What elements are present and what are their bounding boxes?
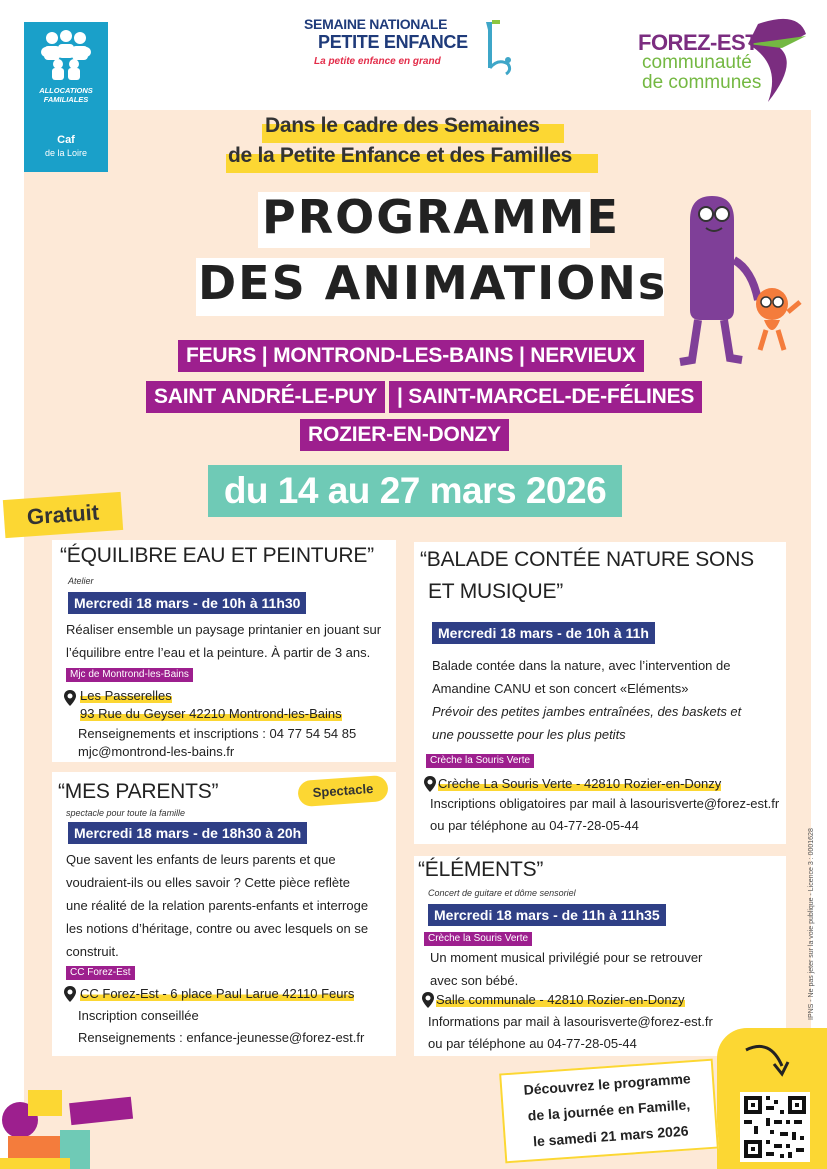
event-title: “MES PARENTS” bbox=[58, 780, 219, 803]
event-info: Renseignements et inscriptions : 04 77 54 54 85 bbox=[78, 726, 357, 741]
event-info: Inscription conseillée bbox=[78, 1008, 199, 1023]
venue: CC Forez-Est - 6 place Paul Larue 42110 Feurs bbox=[80, 986, 355, 1001]
event-card-equilibre bbox=[52, 540, 396, 762]
caf-name: Caf bbox=[57, 134, 75, 146]
title-programme: PROGRAMME bbox=[262, 190, 620, 244]
event-desc-line: Amandine CANU et son concert «Eléments» bbox=[432, 681, 689, 696]
forez-est-logo bbox=[638, 14, 808, 104]
giraffe-icon bbox=[478, 18, 518, 76]
event-desc-line: Que savent les enfants de leurs parents et que bbox=[66, 852, 336, 867]
location-pin-icon bbox=[422, 992, 434, 1008]
callout-line-3: le samedi 21 mars 2026 bbox=[532, 1122, 689, 1150]
event-type: spectacle pour toute la famille bbox=[66, 808, 186, 818]
context-line-1: Dans le cadre des Semaines bbox=[265, 114, 540, 137]
event-date: Mercredi 18 mars - de 11h à 11h35 bbox=[428, 904, 666, 926]
forez-line1: FOREZ-EST bbox=[638, 30, 759, 55]
caf-logo bbox=[24, 22, 108, 158]
event-title: “ÉLÉMENTS” bbox=[418, 858, 544, 881]
curved-arrow-icon bbox=[740, 1036, 800, 1086]
event-desc-line: construit. bbox=[66, 944, 119, 959]
free-badge: Gratuit bbox=[3, 492, 123, 538]
event-title-line1: “BALADE CONTÉE NATURE SONS bbox=[420, 548, 754, 571]
decorative-shapes bbox=[0, 1040, 140, 1169]
event-type: Atelier bbox=[68, 576, 94, 586]
event-email: Renseignements : enfance-jeunesse@forez-est.fr bbox=[78, 1030, 365, 1045]
event-card-elements bbox=[414, 856, 786, 1056]
forez-line2: communauté bbox=[642, 52, 752, 73]
callout-line-1: Découvrez le programme bbox=[523, 1070, 692, 1098]
event-desc-line: l’équilibre entre l’eau et la peinture. À partir de 3 ans. bbox=[66, 645, 371, 660]
event-desc-line: Balade contée dans la nature, avec l’intervention de bbox=[432, 658, 731, 673]
organizer-tag: Crèche la Souris Verte bbox=[426, 754, 534, 768]
snpe-logo bbox=[298, 14, 538, 80]
venue-name: Les Passerelles bbox=[80, 688, 172, 703]
caf-text-line1: ALLOCATIONS bbox=[39, 86, 93, 95]
event-phone: ou par téléphone au 04-77-28-05-44 bbox=[428, 1036, 637, 1051]
event-desc-line: une réalité de la relation parents-enfants et interroge bbox=[66, 898, 369, 913]
spectacle-badge: Spectacle bbox=[297, 775, 389, 807]
context-line-2: de la Petite Enfance et des Familles bbox=[228, 144, 573, 167]
caf-region: de la Loire bbox=[44, 148, 88, 158]
locations-row-1: FEURS | MONTROND-LES-BAINS | NERVIEUX bbox=[178, 340, 644, 372]
event-date: Mercredi 18 mars - de 10h à 11h bbox=[432, 622, 655, 644]
snpe-line2: PETITE ENFANCE bbox=[318, 32, 468, 52]
caf-text-line2: FAMILIALES bbox=[43, 95, 89, 104]
venue: Salle communale - 42810 Rozier-en-Donzy bbox=[436, 992, 685, 1007]
organizer-tag: Crèche la Souris Verte bbox=[424, 932, 532, 946]
event-card-parents bbox=[52, 772, 396, 1056]
locations-row-2a: SAINT ANDRÉ-LE-PUY bbox=[146, 381, 385, 413]
event-title-line2: ET MUSIQUE” bbox=[428, 580, 564, 603]
family-figures-icon bbox=[36, 30, 96, 82]
event-info: Informations par mail à lasourisverte@forez-est.fr bbox=[428, 1014, 713, 1029]
forez-line3: de communes bbox=[642, 72, 762, 93]
callout-line-2: de la journée en Famille, bbox=[527, 1096, 691, 1124]
title-animations: DES ANIMATIONs bbox=[198, 256, 668, 310]
organizer-tag: Mjc de Montrond-les-Bains bbox=[66, 668, 193, 682]
event-phone: ou par téléphone au 04-77-28-05-44 bbox=[430, 818, 639, 833]
event-title: “ÉQUILIBRE EAU ET PEINTURE” bbox=[60, 544, 374, 567]
family-day-callout bbox=[499, 1059, 719, 1164]
event-dates: du 14 au 27 mars 2026 bbox=[208, 465, 622, 517]
event-desc-line: les notions d’héritage, contre ou avec lesquels on se bbox=[66, 921, 369, 936]
venue: Crèche La Souris Verte - 42810 Rozier-en-Donzy bbox=[438, 776, 722, 791]
snpe-tagline: La petite enfance en grand bbox=[314, 56, 441, 67]
locations-row-2b: | SAINT-MARCEL-DE-FÉLINES bbox=[389, 381, 702, 413]
locations-row-3: ROZIER-EN-DONZY bbox=[300, 419, 509, 451]
event-date: Mercredi 18 mars - de 10h à 11h30 bbox=[68, 592, 306, 614]
event-date: Mercredi 18 mars - de 18h30 à 20h bbox=[68, 822, 307, 844]
characters-illustration bbox=[660, 190, 810, 370]
event-info: Inscriptions obligatoires par mail à lasourisverte@forez-est.fr bbox=[430, 796, 780, 811]
legal-notice: IPNS - Ne pas jeter sur la voie publique - Licence 3 : 0001628 bbox=[808, 828, 815, 1020]
location-pin-icon bbox=[424, 776, 436, 792]
event-desc-line: voudraient-ils ou elles savoir ? Cette pièce reflète bbox=[66, 875, 350, 890]
event-type: Concert de guitare et dôme sensoriel bbox=[428, 888, 576, 898]
organizer-tag: CC Forez-Est bbox=[66, 966, 135, 980]
event-desc-line: une poussette pour les plus petits bbox=[432, 727, 626, 742]
event-desc-line: Un moment musical privilégié pour se retrouver bbox=[430, 950, 703, 965]
snpe-line1: SEMAINE NATIONALE bbox=[304, 16, 448, 32]
event-desc-line: Prévoir des petites jambes entraînées, des baskets et bbox=[432, 704, 742, 719]
event-email: mjc@montrond-les-bains.fr bbox=[78, 744, 235, 759]
event-desc-line: Réaliser ensemble un paysage printanier en jouant sur bbox=[66, 622, 382, 637]
qr-code[interactable] bbox=[740, 1092, 810, 1162]
event-card-balade bbox=[414, 542, 786, 844]
location-pin-icon bbox=[64, 690, 76, 706]
venue-address: 93 Rue du Geyser 42210 Montrond-les-Bains bbox=[80, 706, 342, 721]
location-pin-icon bbox=[64, 986, 76, 1002]
event-desc-line: avec son bébé. bbox=[430, 973, 519, 988]
